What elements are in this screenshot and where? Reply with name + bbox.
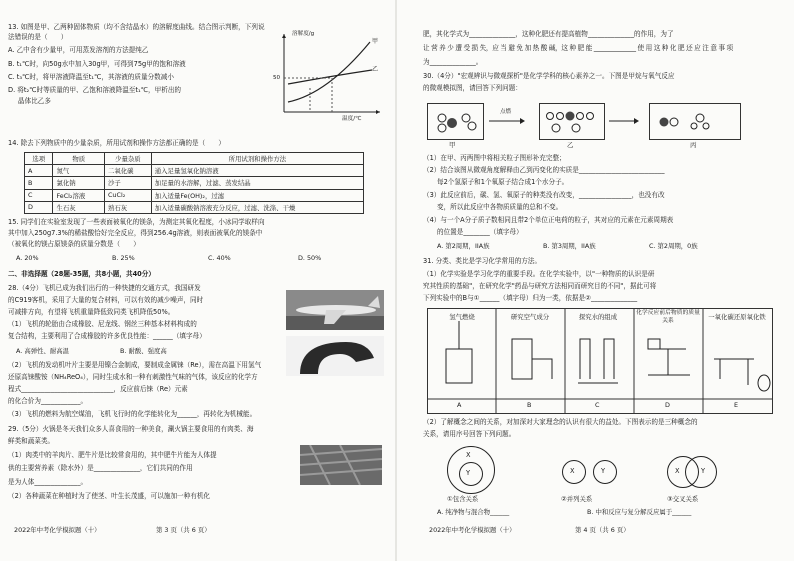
q28-option-b: B. 耐酸、强度高 (120, 347, 167, 355)
table-cell: B (25, 177, 53, 189)
exp-letter-e: E (734, 401, 739, 409)
table-cell: 加入适量Fe(OH)₂，过滤 (151, 189, 363, 201)
q15-option-b: B. 25% (112, 254, 135, 262)
q13-stem-2: 法错误的是（ ） (8, 33, 68, 41)
hotpot-food-photo (300, 445, 382, 485)
q30-part-4-cont: 的位置是________（填字母） (437, 228, 523, 236)
q28-option-a: A. 高弹性、耐高温 (16, 347, 70, 355)
table-cell: 氮气 (53, 165, 105, 177)
table-header: 物质 (53, 153, 105, 165)
q29-line-4: 供的主要营养素（除水外）是______________，它们共同的作用 (8, 464, 193, 472)
exp-header-c: 探究水的组成 (578, 313, 618, 321)
q13-option-c: C. t₃℃时，将甲溶液降温至t₁℃，其溶液的质量分数减小 (8, 73, 174, 81)
table-cell: A (25, 165, 53, 177)
table-header: 选项 (25, 153, 53, 165)
q31-line-6: 关系，请用序号回答下列问题。 (423, 430, 516, 438)
q31-option-b: B. 中和反应与复分解反应属于______ (587, 508, 692, 516)
table-cell: 二氧化碳 (104, 165, 151, 177)
exp-letter-b: B (527, 401, 532, 409)
table-cell: FeCl₂溶液 (53, 189, 105, 201)
q29-cont-line-3: 为______________。 (423, 58, 483, 66)
panel-label-bing: 丙 (690, 141, 697, 149)
concept-circle-inner (459, 462, 483, 486)
arrow-condition-label: 点燃 (500, 109, 512, 115)
concept-y-label: Y (601, 467, 606, 475)
table-cell: 通入足量氢氧化钠溶液 (151, 165, 363, 177)
q30-part-3: （3）此反应前后，碳、氢、氧原子的种类没有改变，________________，也没有改 (423, 191, 665, 199)
exp-header-e: 一氧化碳还原氧化铁 (708, 313, 766, 321)
tire-photo (286, 336, 384, 376)
q29-line-5: 是为人体______________。 (8, 478, 88, 486)
q29-line-2: 鲜类和蔬菜类。 (8, 437, 55, 445)
relation-label-parallel: ②并列关系 (561, 495, 593, 503)
q15-option-c: C. 40% (208, 254, 231, 262)
q29-cont-line-1: 肥，其化学式为______________，这种化肥还有提高植物______________的作用，为了 (423, 30, 674, 38)
q30-part-1: （1）在甲、丙两图中将相关粒子图形补充完整； (423, 154, 566, 162)
q30-part-2-cont: 每2个氢原子和1个氧原子结合成1个水分子。 (437, 178, 569, 186)
graph-tick-50: 50 (273, 75, 281, 81)
q13-option-d: D. 将t₂℃时等质量的甲、乙饱和溶液降温至t₁℃，甲析出的 (8, 86, 182, 94)
exam-page-right (397, 0, 794, 561)
q28-line-2: 的C919客机，采用了大量的复合材料，可以有效的减少噪声，同时 (8, 296, 204, 304)
reaction-arrow-2 (607, 115, 641, 127)
q30-option-b: B. 第3周期，IIA族 (543, 242, 596, 250)
exp-header-d: 化学反应前后物质的质量关系 (636, 310, 700, 324)
q28-line-3: 可减排方向，有望将飞机重量降低致同类飞机降低50%。 (8, 308, 175, 316)
relation-label-intersect: ③交叉关系 (667, 495, 699, 503)
q28-line-10: （3）飞机的燃料为航空煤油，飞机飞行时的化学能转化为______，再转化为机械能。 (8, 410, 257, 418)
table-row (25, 189, 364, 201)
exp-header-b: 研究空气成分 (510, 313, 550, 321)
q31-line-1: 31. 分类、类比是学习化学常用的方法。 (423, 257, 542, 265)
q15-option-d: D. 50% (298, 254, 322, 262)
q29-cont-line-2: 让 营 养 少 遭 受 损 失，应 当 避 免 加 热 酸 碱，这 种 肥 能 ______________ 使 用 这 种 化 肥 还 应 注 意 事 项 (423, 44, 733, 52)
q31-option-a: A. 纯净物与混合物______ (437, 508, 510, 516)
concept-y-label: Y (701, 467, 706, 475)
experiment-table (427, 308, 773, 414)
table-cell: 加足量的水溶解，过滤、蒸发结晶 (151, 177, 363, 189)
q28-line-8: 程式____________________________，反应前后铼（Re）元素 (8, 385, 188, 393)
footer-page-number: 第 4 页（共 6 页） (575, 526, 630, 534)
model-panel-jia (427, 103, 484, 140)
concept-y-label: Y (466, 469, 471, 477)
exp-header-a: 氢气燃烧 (449, 313, 475, 321)
q28-line-6: （2）飞机的发动机叶片主要是用镍合金制成，要制成金属铼（Re），需在高温下用氢气 (8, 361, 262, 369)
footer-exam-title: 2022年中考化学模拟题（十） (429, 526, 516, 534)
table-cell: 生石灰 (53, 201, 105, 213)
q31-line-5: （2）了解概念之间的关系，对加深对大家理念的认识有很大的益处。下图表示的是三种概念的 (423, 418, 698, 426)
solubility-curve-graph (272, 28, 386, 124)
model-panel-bing (649, 103, 741, 140)
table-cell: 氯化钠 (53, 177, 105, 189)
q30-part-3-cont: 变，所以此反应中各物质质量的总和不变。 (437, 203, 563, 211)
panel-label-jia: 甲 (449, 141, 456, 149)
table-row (25, 201, 364, 213)
table-header-row (25, 153, 364, 165)
q30-option-a: A. 第2周期，IIA族 (437, 242, 490, 250)
q28-line-1: 28.（4分）飞机已成为我们出行的一种快捷的交通方式，我国研发 (8, 284, 201, 292)
q13-option-a: A. 乙中含有少量甲，可用蒸发溶剂的方法提纯乙 (8, 46, 149, 54)
table-row (25, 165, 364, 177)
q15-line-3: （被氧化的镁占原镁条的质量分数是（ ） (8, 240, 140, 248)
model-panel-yi (539, 103, 605, 140)
exp-letter-d: D (665, 401, 670, 409)
q30-part-2: （2）结合该图从微观角度解释由乙到丙变化的实质是__________________________ (423, 166, 665, 174)
q14-stem: 14. 除去下列物质中的少量杂质，所用试剂和操作方法都正确的是（ ） (8, 139, 225, 147)
q30-line-1: 30.（4分）"宏观辨识与微观探析"是化学学科的核心素养之一。下图是甲烷与氧气反应 (423, 72, 675, 80)
q31-line-4: 下列实验中的B与①______（填字母）归为一类，依据是②______________ (423, 294, 638, 302)
table-cell: D (25, 201, 53, 213)
exp-letter-a: A (457, 401, 462, 409)
table-cell: 加入适量碳酸钠溶液充分反应，过滤、洗涤、干燥 (151, 201, 363, 213)
q15-line-1: 15. 同学们在实验室发现了一些表面被氧化的镁条，为测定其氧化程度，小冰同学取样向 (8, 218, 265, 226)
table-cell: CuCl₂ (104, 189, 151, 201)
graph-label-yi: 乙 (372, 66, 379, 73)
q14-table (24, 152, 364, 214)
q13-stem-1: 13. 如图是甲、乙两种固体物质（均不含结晶水）的溶解度曲线。结合图示判断，下列说 (8, 23, 265, 31)
panel-label-yi: 乙 (567, 141, 574, 149)
table-header: 少量杂质 (104, 153, 151, 165)
q29-line-3: （1）肉类中的羊肉片、肥牛片是比较常食用的，其中肥牛片能为人体提 (8, 451, 217, 459)
table-cell: 熟石灰 (104, 201, 151, 213)
graph-y-label: 溶解度/g (292, 31, 315, 37)
q15-line-2: 其中加入250g7.3%的稀盐酸恰好完全反应，得到256.4g溶液，则表面被氧化的镁条中 (8, 229, 263, 237)
q29-line-1: 29.（5分）火锅是冬天我们众多人喜食用的一种美食，涮火锅主要食用的有肉类、海 (8, 425, 254, 433)
q28-line-5: 复合结构，主要利用了合成橡胶的许多优良性能：______（填字母） (8, 332, 206, 340)
footer-exam-title: 2022年中考化学模拟题（十） (14, 526, 101, 534)
q13-option-d-cont: 晶体比乙多 (18, 97, 51, 105)
q31-line-3: 究其性质的基础"，在研究化学"药品与研究方法相同而研究目的不同"，据此可将 (423, 282, 657, 290)
q28-line-4: （1）飞机的轮胎由合成橡胶、尼龙线、钢丝三种基本材料构成的 (8, 320, 197, 328)
footer-page-number: 第 3 页（共 6 页） (156, 526, 211, 534)
concept-x-label: X (675, 467, 680, 475)
q30-line-2: 的微观模拟图，请回答下列问题： (423, 84, 522, 92)
q30-option-c: C. 第2周期，0族 (649, 242, 698, 250)
q31-line-2: （1）化学实验是学习化学的重要手段。在化学实验中，以"一种物质的认识是研 (423, 270, 655, 278)
section-2-heading: 二、非选择题（28题-35题，共8小题，共40分） (8, 270, 155, 278)
table-cell: C (25, 189, 53, 201)
table-cell: 沙子 (104, 177, 151, 189)
table-row (25, 177, 364, 189)
q28-line-9: 的化合价为____________。 (8, 397, 88, 405)
q30-part-4: （4）与一个A分子质子数相同且带2个单位正电荷的粒子，其对应的元素在元素周期表 (423, 216, 674, 224)
reaction-arrow (487, 115, 527, 127)
graph-x-label: 温度/℃ (342, 116, 362, 122)
q29-line-6: （2）各种蔬菜在种植时为了使茎、叶生长茂盛，可以施加一种有机化 (8, 492, 211, 500)
q15-option-a: A. 20% (16, 254, 39, 262)
airplane-photo (286, 290, 384, 330)
exp-letter-c: C (595, 401, 600, 409)
relation-label-inclusion: ①包含关系 (447, 495, 479, 503)
table-header: 所用试剂和操作方法 (151, 153, 363, 165)
concept-x-label: X (570, 467, 575, 475)
graph-label-jia: 甲 (372, 38, 379, 45)
q28-line-7: 还原高铼酸铵（NH₄ReO₄），同时生成水和一种有刺激性气味的气体，该反应的化学方 (8, 373, 258, 381)
concept-x-label: X (466, 451, 471, 459)
q13-option-b: B. t₁℃时，向50g水中加入30g甲，可得到75g甲的饱和溶液 (8, 60, 186, 68)
